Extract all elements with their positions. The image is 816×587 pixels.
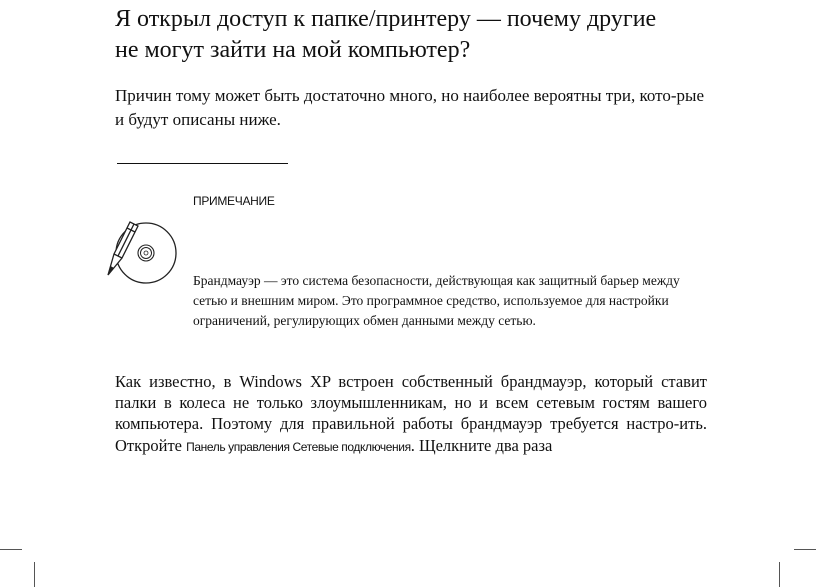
body-line-3: компьютера. Поэтому для правильной работы брандмауэр требуется настро-ить. [115,414,707,433]
instruction-prefix: Откройте [115,436,187,455]
section-divider [117,163,288,164]
intro-paragraph [115,84,715,132]
page-heading [115,4,755,66]
intro-line-1: Причин тому может быть достаточно много, но наиболее вероятны три, кото-рые [115,86,705,105]
note-line-3: ограничений, регулирующих обмен данными между сетью. [193,313,536,328]
intro-line-2: и будут описаны ниже. [115,110,281,129]
heading-line-1: Я открыл доступ к папке/принтеру — почему другие [115,6,657,32]
body-paragraph [115,371,707,434]
crop-mark-left-horizontal [0,549,22,550]
body-line-1: Как известно, в Windows XP встроен собственный брандмауэр, который ставит [115,372,707,391]
note-text [193,271,713,331]
body-line-2: палки в колеса не только злоумышленникам, но и всем сетевым гостям вашего [115,393,707,412]
crop-mark-left-vertical [34,562,35,587]
heading-line-2: не могут зайти на мой компьютер? [115,37,471,63]
menu-path: Панель управления Сетевые подключения [186,440,411,454]
instruction-line [115,435,552,458]
note-line-1: Брандмауэр — это система безопасности, действующая как защитный барьер между [193,273,680,288]
instruction-suffix: . Щелкните два раза [410,436,553,455]
pencil-disc-icon [100,205,190,285]
note-title: ПРИМЕЧАНИЕ [193,194,275,208]
crop-mark-right-vertical [779,562,780,587]
note-line-2: сетью и внешним миром. Это программное средство, используемое для настройки [193,293,669,308]
crop-mark-right-horizontal [794,549,816,550]
